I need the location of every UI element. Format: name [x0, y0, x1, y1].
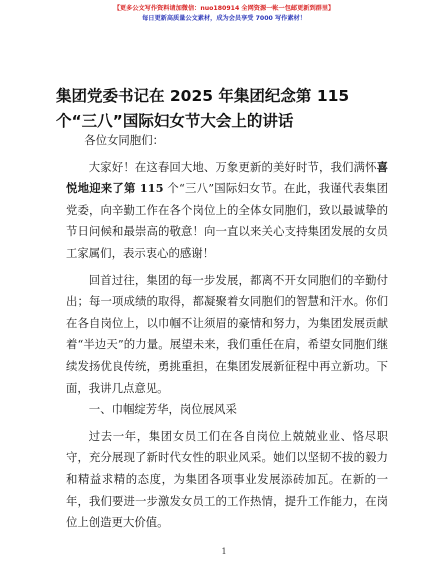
salutation: 各位女同胞们：	[84, 133, 164, 147]
banner-line-2: 每日更新高质量公文素材，成为会员享受 7000 写作素材！	[142, 15, 306, 22]
document-body	[66, 130, 388, 534]
paragraph-1-emphasis: 喜悦地迎来了第 115	[66, 159, 388, 196]
paragraph-1	[66, 157, 388, 265]
section-heading-1: 一、巾帼绽芳华，岗位展风采	[88, 402, 237, 417]
header-banner	[0, 4, 448, 24]
paragraph-1-text-a: 大家好！在这春回大地、万象更新的美好时节，我们满怀	[88, 159, 377, 174]
page-number: 1	[221, 547, 227, 556]
paragraph-1-text-b: 个“三八”国际妇女节。在此，我谨代表集团党委，向辛勤工作在各个岗位上的全体女同胞们，致以最诚挚的节日问候和最崇高的敬意！向一直以来关心支持集团发展的女员工家属们，表示衷心的感谢！	[66, 181, 388, 260]
paragraph-3: 过去一年，集团女员工们在各自岗位上兢兢业业、恪尽职守，充分展现了新时代女性的职业风采。她们以坚韧不拔的毅力和精益求精的态度，为集团各项事业发展添砖加瓦。在新的一年，我们要进一步激发女员工的工作热情，提升工作能力，在岗位上创造更大价值。	[66, 428, 388, 530]
banner-line-1: 【更多公文写作资料请加微信：nuo180914 全网资源一帐一包邮更新到群里】	[113, 5, 335, 12]
document-title: 集团党委书记在 2025 年集团纪念第 115 个“三八”国际妇女节大会上的讲话	[56, 87, 350, 130]
paragraph-2: 回首过往，集团的每一步发展，都离不开女同胞们的辛勤付出；每一项成绩的取得，都凝聚着女同胞们的智慧和汗水。你们在各自岗位上，以巾帼不让须眉的豪情和努力，为集团发展贡献着“半边天”的力量。展望未来，我们重任在肩，希望女同胞们继续发扬优良传统，勇挑重担，在集团发展新征程中再立新功。下面，我讲几点意见。	[66, 272, 388, 395]
